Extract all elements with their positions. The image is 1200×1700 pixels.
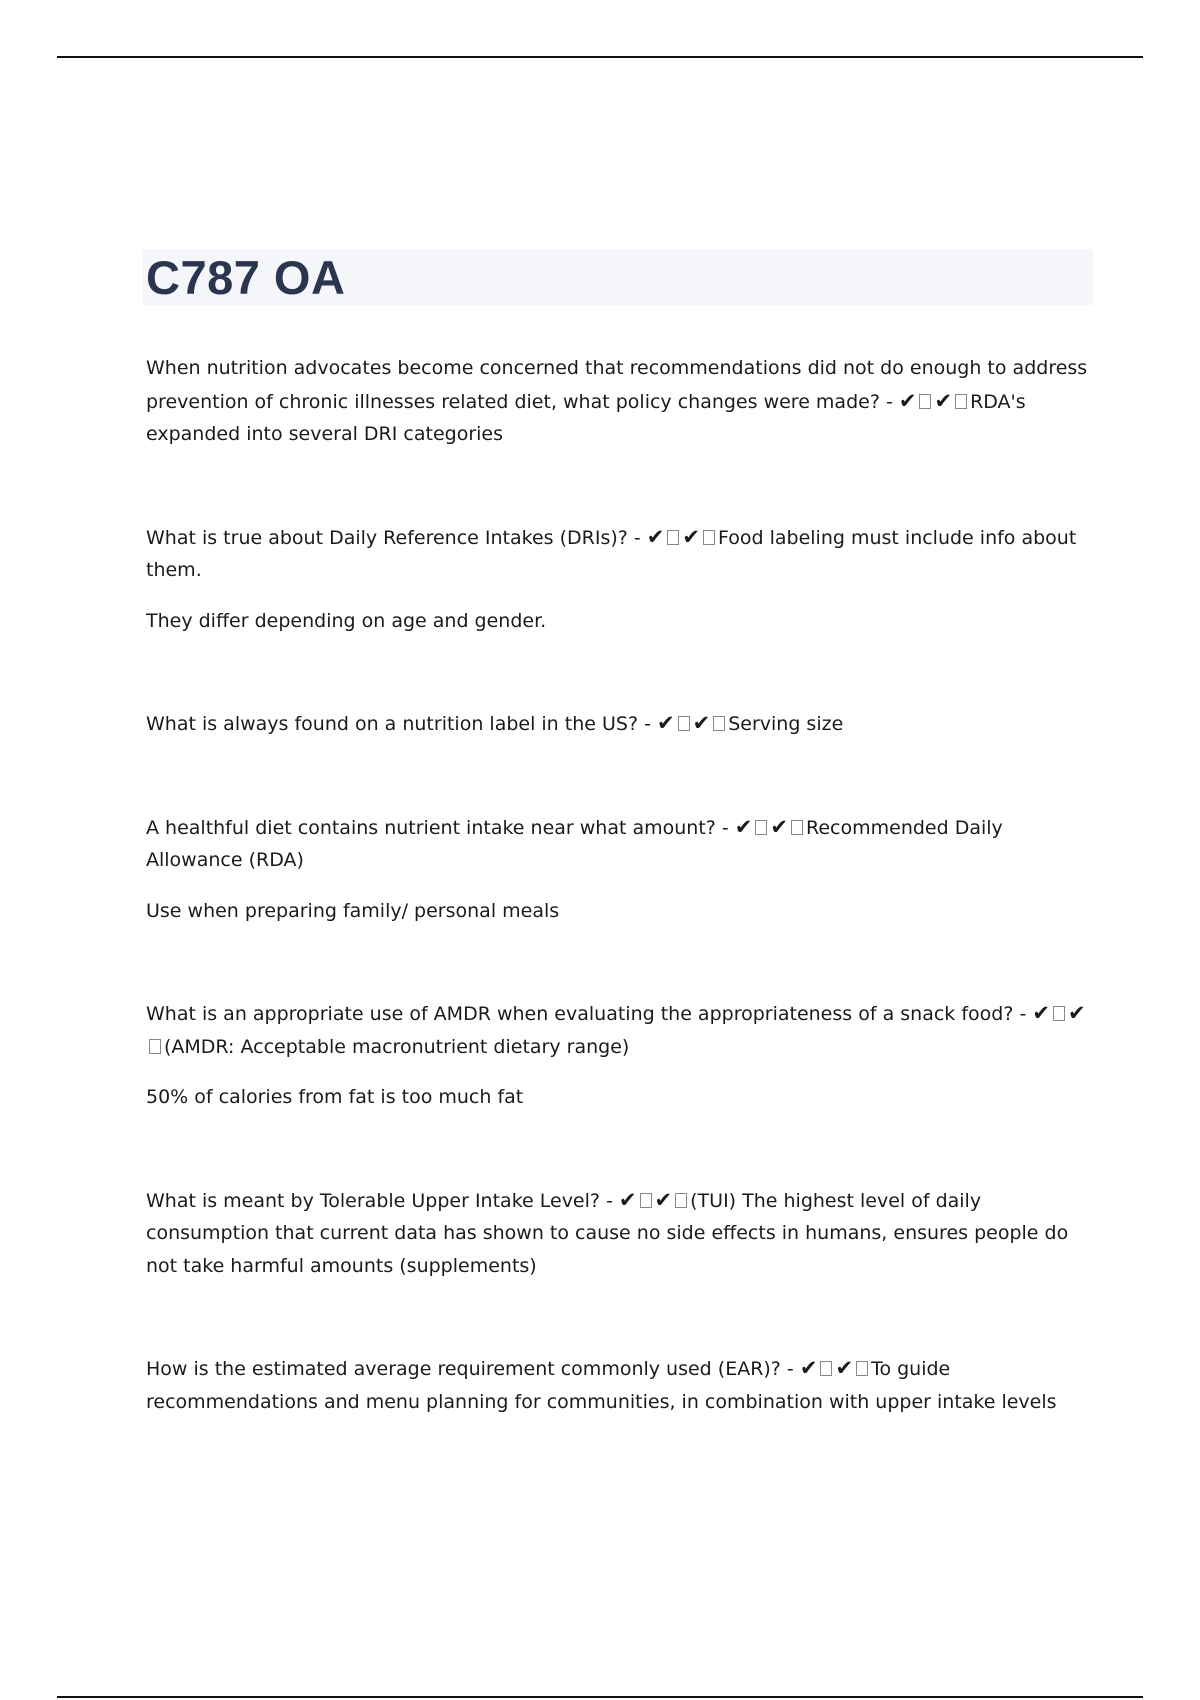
- placeholder-box-icon: [856, 1361, 868, 1376]
- answer-note: 50% of calories from fat is too much fat: [146, 1086, 524, 1108]
- placeholder-box-icon: [678, 716, 690, 731]
- check-icon: ✔: [770, 814, 789, 839]
- check-icon: ✔: [654, 1187, 673, 1212]
- question-text: How is the estimated average requirement commonly used (EAR)? -: [146, 1358, 800, 1380]
- check-icon: ✔: [656, 711, 675, 735]
- placeholder-box-icon: [713, 716, 725, 731]
- placeholder-box-icon: [791, 820, 803, 835]
- check-icon: ✔: [734, 814, 753, 839]
- placeholder-box-icon: [820, 1361, 832, 1376]
- placeholder-box-icon: [919, 394, 931, 409]
- qa-item: [146, 1352, 1096, 1418]
- qa-item: [146, 1184, 1096, 1283]
- placeholder-box-icon: [675, 1193, 687, 1208]
- page-title: C787 OA: [146, 250, 346, 304]
- qa-question-answer: [146, 997, 1096, 1063]
- qa-question-answer: [146, 1184, 1096, 1283]
- qa-question-answer: [146, 352, 1096, 451]
- answer-note: Use when preparing family/ personal meals: [146, 899, 560, 922]
- placeholder-box-icon: [703, 530, 715, 545]
- placeholder-box-icon: [640, 1193, 652, 1208]
- check-icon: ✔: [1032, 1001, 1050, 1025]
- answer-text: RDA's expanded into several DRI categories: [146, 390, 1026, 445]
- answer-text: To guide recommendations and menu planning for communities, in combination with upper intake levels: [146, 1358, 1057, 1413]
- top-rule: [57, 56, 1143, 58]
- qa-question-answer: [146, 521, 1096, 587]
- qa-list: [146, 352, 1096, 1418]
- question-text: A healthful diet contains nutrient intake near what amount? -: [146, 816, 735, 839]
- placeholder-box-icon: [667, 530, 679, 545]
- placeholder-box-icon: [1053, 1006, 1065, 1021]
- question-text: When nutrition advocates become concerned that recommendations did not do enough to address prevention of chronic illnesses related diet, what policy changes were made? -: [146, 357, 1088, 413]
- check-icon: ✔: [1067, 1001, 1086, 1025]
- question-text: What is meant by Tolerable Upper Intake Level? -: [146, 1189, 619, 1212]
- qa-question-answer: [146, 1352, 1096, 1418]
- question-text: What is true about Daily Reference Intakes (DRIs)? -: [146, 526, 647, 549]
- qa-item: [146, 997, 1096, 1114]
- qa-item: [146, 707, 1096, 741]
- check-icon: ✔: [835, 1356, 854, 1380]
- check-icon: ✔: [682, 524, 700, 549]
- title-band: [143, 249, 1093, 305]
- answer-text: Food labeling must include info about them.: [146, 526, 1077, 581]
- placeholder-box-icon: [149, 1039, 161, 1054]
- placeholder-box-icon: [955, 394, 967, 409]
- check-icon: ✔: [934, 388, 953, 413]
- bottom-rule: [57, 1696, 1143, 1698]
- qa-item: [146, 521, 1096, 638]
- qa-item: [146, 352, 1096, 451]
- question-text: What is always found on a nutrition label in the US? -: [146, 713, 657, 735]
- qa-question-answer: [146, 707, 1096, 741]
- answer-text: (TUI) The highest level of daily consumption that current data has shown to cause no side effects in humans, ensures people do not take harmful amounts (supplements): [146, 1189, 1069, 1277]
- placeholder-box-icon: [755, 820, 767, 835]
- qa-question-answer: [146, 811, 1096, 877]
- answer-text: Recommended Daily Allowance (RDA): [146, 816, 1003, 871]
- question-text: What is an appropriate use of AMDR when evaluating the appropriateness of a snack food? -: [146, 1003, 1033, 1025]
- check-icon: ✔: [692, 711, 711, 735]
- check-icon: ✔: [898, 388, 917, 413]
- check-icon: ✔: [799, 1356, 818, 1380]
- answer-text: (AMDR: Acceptable macronutrient dietary range): [164, 1035, 630, 1058]
- check-icon: ✔: [618, 1187, 637, 1212]
- answer-note: They differ depending on age and gender.: [146, 609, 547, 632]
- answer-text: Serving size: [728, 713, 844, 735]
- qa-item: [146, 811, 1096, 928]
- check-icon: ✔: [646, 524, 665, 549]
